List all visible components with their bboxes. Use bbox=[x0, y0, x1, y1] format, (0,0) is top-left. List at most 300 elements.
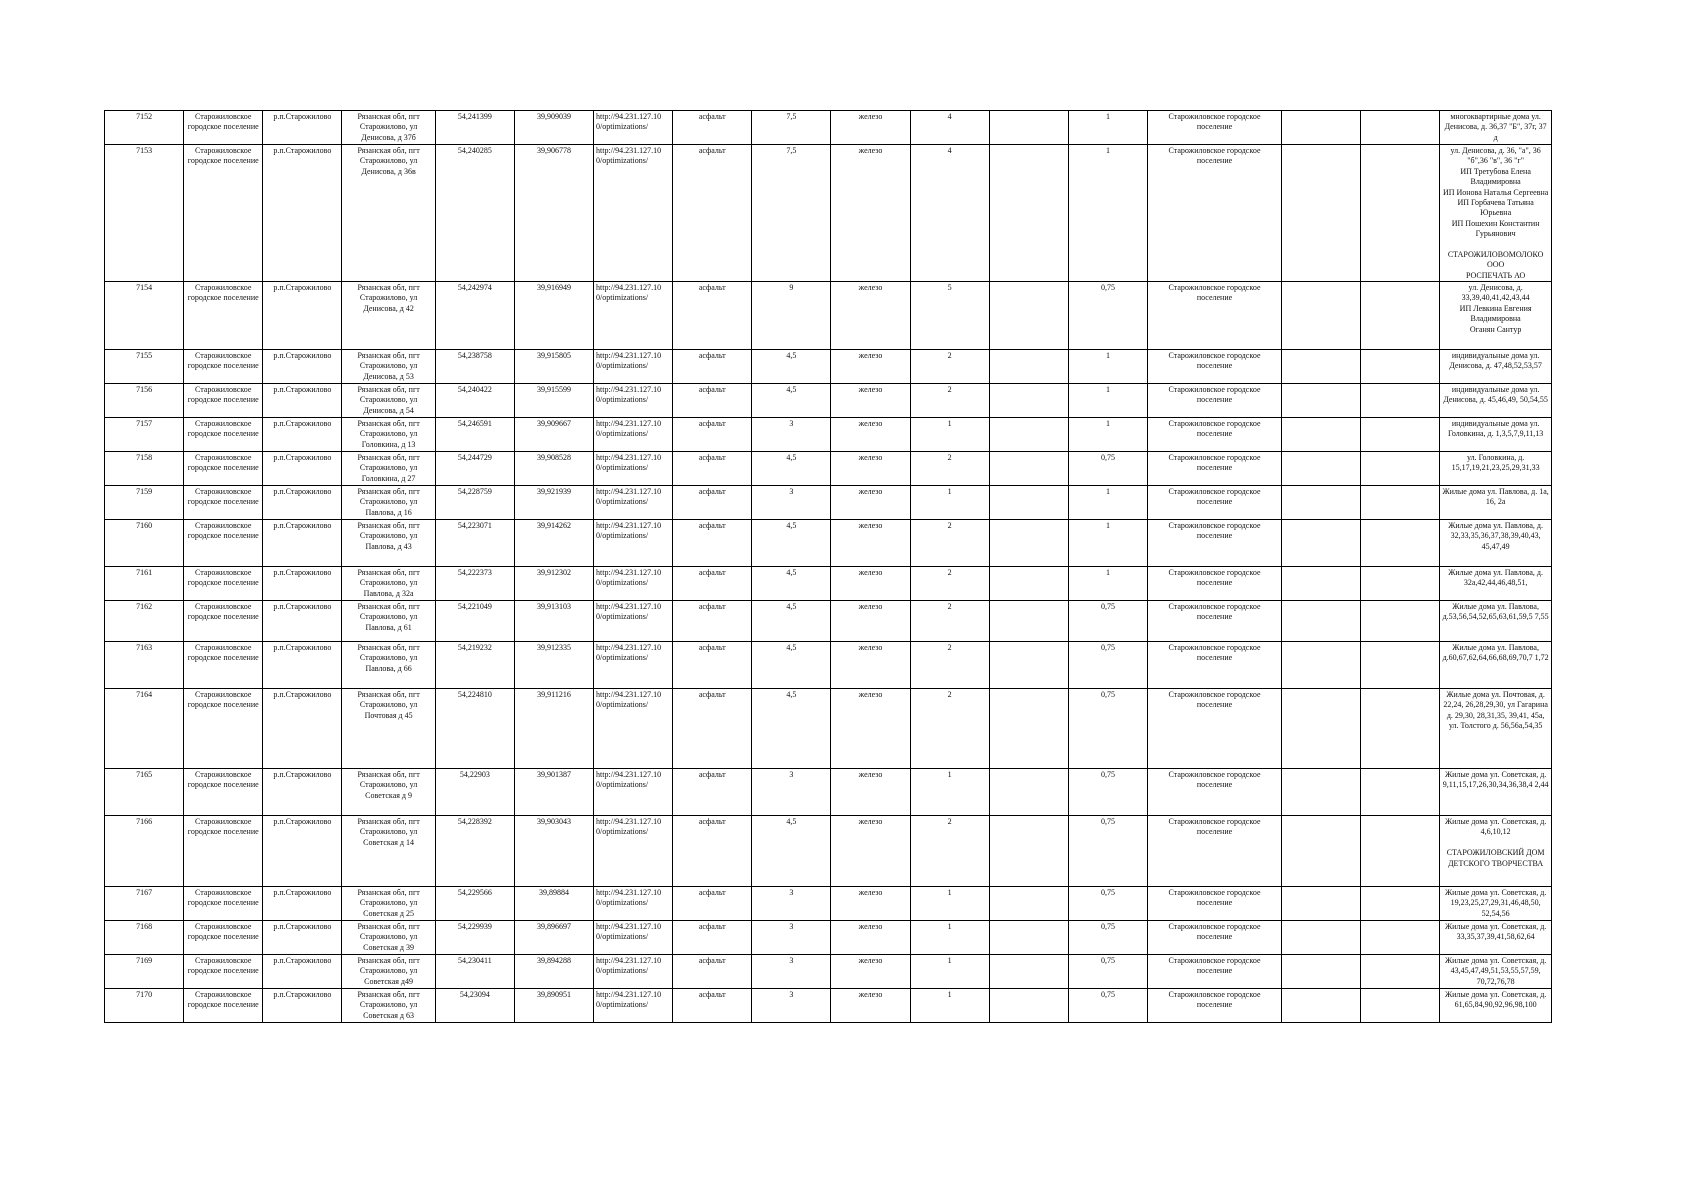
cell-lat: 54,228759 bbox=[435, 486, 514, 520]
cell-area: 9 bbox=[752, 282, 831, 350]
cell-col11 bbox=[989, 452, 1068, 486]
cell-surface: асфальт bbox=[673, 145, 752, 282]
cell-lat: 54,223071 bbox=[435, 520, 514, 567]
cell-lat: 54,219232 bbox=[435, 642, 514, 689]
cell-id: 7162 bbox=[105, 601, 184, 642]
table-row bbox=[105, 887, 1552, 921]
table-row bbox=[105, 520, 1552, 567]
cell-owner: Старожиловское городское поселение bbox=[1148, 689, 1282, 769]
cell-owner: Старожиловское городское поселение bbox=[1148, 989, 1282, 1023]
cell-lon: 39,906778 bbox=[514, 145, 593, 282]
cell-volume: 0,75 bbox=[1068, 601, 1147, 642]
cell-address: Рязанская обл, пгт Старожилово, ул Павлова, д 66 bbox=[342, 642, 435, 689]
cell-base: железо bbox=[831, 601, 910, 642]
cell-volume: 0,75 bbox=[1068, 689, 1147, 769]
cell-base: железо bbox=[831, 520, 910, 567]
cell-area: 3 bbox=[752, 769, 831, 816]
cell-containers: 2 bbox=[910, 601, 989, 642]
cell-containers: 1 bbox=[910, 486, 989, 520]
cell-col15 bbox=[1281, 384, 1360, 418]
waste-sites-table bbox=[104, 110, 1552, 1023]
cell-locality: р.п.Старожилово bbox=[263, 816, 342, 887]
cell-sources: Жилые дома ул. Советская, д. 33,35,37,39,41,58,62,64 bbox=[1440, 921, 1552, 955]
cell-settlement: Старожиловское городское поселение bbox=[184, 452, 263, 486]
cell-surface: асфальт bbox=[673, 769, 752, 816]
cell-settlement: Старожиловское городское поселение bbox=[184, 642, 263, 689]
cell-lon: 39,909667 bbox=[514, 418, 593, 452]
cell-lat: 54,22903 bbox=[435, 769, 514, 816]
cell-surface: асфальт bbox=[673, 921, 752, 955]
cell-lon: 39,890951 bbox=[514, 989, 593, 1023]
table-row bbox=[105, 452, 1552, 486]
cell-url: http://94.231.127.10 0/optimizations/ bbox=[594, 418, 673, 452]
cell-settlement: Старожиловское городское поселение bbox=[184, 567, 263, 601]
cell-address: Рязанская обл, пгт Старожилово, ул Головкина, д 13 bbox=[342, 418, 435, 452]
cell-lat: 54,238758 bbox=[435, 350, 514, 384]
cell-col11 bbox=[989, 567, 1068, 601]
cell-containers: 2 bbox=[910, 452, 989, 486]
cell-url: http://94.231.127.10 0/optimizations/ bbox=[594, 350, 673, 384]
table-row bbox=[105, 350, 1552, 384]
cell-settlement: Старожиловское городское поселение bbox=[184, 384, 263, 418]
cell-surface: асфальт bbox=[673, 816, 752, 887]
cell-area: 4,5 bbox=[752, 384, 831, 418]
cell-surface: асфальт bbox=[673, 486, 752, 520]
cell-id: 7169 bbox=[105, 955, 184, 989]
cell-base: железо bbox=[831, 769, 910, 816]
cell-surface: асфальт bbox=[673, 689, 752, 769]
cell-locality: р.п.Старожилово bbox=[263, 384, 342, 418]
cell-base: железо bbox=[831, 921, 910, 955]
cell-col15 bbox=[1281, 689, 1360, 769]
cell-base: железо bbox=[831, 567, 910, 601]
table-row bbox=[105, 418, 1552, 452]
cell-col11 bbox=[989, 921, 1068, 955]
table-row bbox=[105, 111, 1552, 145]
cell-locality: р.п.Старожилово bbox=[263, 689, 342, 769]
cell-lat: 54,230411 bbox=[435, 955, 514, 989]
cell-col11 bbox=[989, 769, 1068, 816]
cell-locality: р.п.Старожилово bbox=[263, 989, 342, 1023]
table-row bbox=[105, 282, 1552, 350]
cell-id: 7156 bbox=[105, 384, 184, 418]
cell-lat: 54,246591 bbox=[435, 418, 514, 452]
cell-address: Рязанская обл, пгт Старожилово, ул Почтовая д 45 bbox=[342, 689, 435, 769]
cell-address: Рязанская обл, пгт Старожилово, ул Советская д 39 bbox=[342, 921, 435, 955]
cell-col16 bbox=[1361, 145, 1440, 282]
cell-volume: 0,75 bbox=[1068, 452, 1147, 486]
cell-locality: р.п.Старожилово bbox=[263, 145, 342, 282]
cell-containers: 1 bbox=[910, 955, 989, 989]
cell-col11 bbox=[989, 384, 1068, 418]
cell-col15 bbox=[1281, 145, 1360, 282]
cell-col11 bbox=[989, 816, 1068, 887]
cell-base: железо bbox=[831, 452, 910, 486]
cell-area: 3 bbox=[752, 486, 831, 520]
cell-url: http://94.231.127.10 0/optimizations/ bbox=[594, 601, 673, 642]
cell-sources: Жилые дома ул. Советская, д. 9,11,15,17,26,30,34,36,38,4 2,44 bbox=[1440, 769, 1552, 816]
cell-locality: р.п.Старожилово bbox=[263, 887, 342, 921]
cell-id: 7154 bbox=[105, 282, 184, 350]
cell-surface: асфальт bbox=[673, 111, 752, 145]
cell-settlement: Старожиловское городское поселение bbox=[184, 282, 263, 350]
cell-volume: 0,75 bbox=[1068, 642, 1147, 689]
cell-lat: 54,228392 bbox=[435, 816, 514, 887]
cell-col15 bbox=[1281, 887, 1360, 921]
cell-lon: 39,909039 bbox=[514, 111, 593, 145]
cell-address: Рязанская обл, пгт Старожилово, ул Советская д 14 bbox=[342, 816, 435, 887]
cell-base: железо bbox=[831, 642, 910, 689]
cell-id: 7152 bbox=[105, 111, 184, 145]
cell-col11 bbox=[989, 642, 1068, 689]
cell-address: Рязанская обл, пгт Старожилово, ул Денисова, д 36в bbox=[342, 145, 435, 282]
cell-containers: 4 bbox=[910, 145, 989, 282]
cell-lat: 54,229939 bbox=[435, 921, 514, 955]
cell-col16 bbox=[1361, 769, 1440, 816]
table-row bbox=[105, 689, 1552, 769]
cell-locality: р.п.Старожилово bbox=[263, 567, 342, 601]
cell-surface: асфальт bbox=[673, 887, 752, 921]
cell-col15 bbox=[1281, 769, 1360, 816]
cell-locality: р.п.Старожилово bbox=[263, 486, 342, 520]
cell-col16 bbox=[1361, 111, 1440, 145]
cell-col16 bbox=[1361, 418, 1440, 452]
cell-surface: асфальт bbox=[673, 989, 752, 1023]
cell-sources: Жилые дома ул. Павлова, д. 32,33,35,36,37,38,39,40,43, 45,47,49 bbox=[1440, 520, 1552, 567]
cell-url: http://94.231.127.10 0/optimizations/ bbox=[594, 452, 673, 486]
cell-url: http://94.231.127.10 0/optimizations/ bbox=[594, 520, 673, 567]
cell-col16 bbox=[1361, 887, 1440, 921]
cell-settlement: Старожиловское городское поселение bbox=[184, 111, 263, 145]
cell-base: железо bbox=[831, 955, 910, 989]
cell-url: http://94.231.127.10 0/optimizations/ bbox=[594, 989, 673, 1023]
cell-id: 7160 bbox=[105, 520, 184, 567]
cell-owner: Старожиловское городское поселение bbox=[1148, 418, 1282, 452]
cell-address: Рязанская обл, пгт Старожилово, ул Павлова, д 43 bbox=[342, 520, 435, 567]
cell-col11 bbox=[989, 887, 1068, 921]
cell-lon: 39,908528 bbox=[514, 452, 593, 486]
cell-lat: 54,229566 bbox=[435, 887, 514, 921]
cell-lon: 39,89884 bbox=[514, 887, 593, 921]
cell-col16 bbox=[1361, 816, 1440, 887]
cell-col15 bbox=[1281, 350, 1360, 384]
cell-address: Рязанская обл, пгт Старожилово, ул Денисова, д 54 bbox=[342, 384, 435, 418]
cell-area: 4,5 bbox=[752, 689, 831, 769]
cell-settlement: Старожиловское городское поселение bbox=[184, 989, 263, 1023]
cell-base: железо bbox=[831, 384, 910, 418]
cell-volume: 1 bbox=[1068, 111, 1147, 145]
table-row bbox=[105, 642, 1552, 689]
cell-col11 bbox=[989, 601, 1068, 642]
cell-area: 4,5 bbox=[752, 452, 831, 486]
cell-base: железо bbox=[831, 887, 910, 921]
cell-id: 7166 bbox=[105, 816, 184, 887]
table-row bbox=[105, 384, 1552, 418]
cell-base: железо bbox=[831, 350, 910, 384]
cell-address: Рязанская обл, пгт Старожилово, ул Денисова, д 37б bbox=[342, 111, 435, 145]
cell-sources: Жилые дома ул. Павлова, д. 1а, 16, 2а bbox=[1440, 486, 1552, 520]
cell-locality: р.п.Старожилово bbox=[263, 282, 342, 350]
cell-lon: 39,916949 bbox=[514, 282, 593, 350]
cell-containers: 4 bbox=[910, 111, 989, 145]
cell-col11 bbox=[989, 145, 1068, 282]
cell-lat: 54,241399 bbox=[435, 111, 514, 145]
cell-url: http://94.231.127.10 0/optimizations/ bbox=[594, 111, 673, 145]
cell-id: 7167 bbox=[105, 887, 184, 921]
cell-containers: 2 bbox=[910, 350, 989, 384]
cell-url: http://94.231.127.10 0/optimizations/ bbox=[594, 921, 673, 955]
cell-locality: р.п.Старожилово bbox=[263, 955, 342, 989]
cell-volume: 1 bbox=[1068, 520, 1147, 567]
cell-surface: асфальт bbox=[673, 642, 752, 689]
cell-col15 bbox=[1281, 955, 1360, 989]
cell-lon: 39,915805 bbox=[514, 350, 593, 384]
cell-settlement: Старожиловское городское поселение bbox=[184, 816, 263, 887]
cell-settlement: Старожиловское городское поселение bbox=[184, 955, 263, 989]
cell-sources: Жилые дома ул. Павлова, д.53,56,54,52,65,63,61,59,5 7,55 bbox=[1440, 601, 1552, 642]
cell-id: 7161 bbox=[105, 567, 184, 601]
cell-surface: асфальт bbox=[673, 955, 752, 989]
cell-url: http://94.231.127.10 0/optimizations/ bbox=[594, 816, 673, 887]
cell-col16 bbox=[1361, 452, 1440, 486]
cell-settlement: Старожиловское городское поселение bbox=[184, 350, 263, 384]
table-row bbox=[105, 145, 1552, 282]
cell-locality: р.п.Старожилово bbox=[263, 350, 342, 384]
cell-base: железо bbox=[831, 418, 910, 452]
cell-locality: р.п.Старожилово bbox=[263, 921, 342, 955]
cell-col11 bbox=[989, 282, 1068, 350]
cell-owner: Старожиловское городское поселение bbox=[1148, 567, 1282, 601]
cell-owner: Старожиловское городское поселение bbox=[1148, 921, 1282, 955]
table-row bbox=[105, 567, 1552, 601]
cell-surface: асфальт bbox=[673, 452, 752, 486]
cell-surface: асфальт bbox=[673, 282, 752, 350]
cell-id: 7170 bbox=[105, 989, 184, 1023]
cell-volume: 1 bbox=[1068, 350, 1147, 384]
cell-lon: 39,911216 bbox=[514, 689, 593, 769]
cell-col15 bbox=[1281, 601, 1360, 642]
cell-address: Рязанская обл, пгт Старожилово, ул Павлова, д 16 bbox=[342, 486, 435, 520]
cell-area: 4,5 bbox=[752, 350, 831, 384]
cell-address: Рязанская обл, пгт Старожилово, ул Денисова, д 53 bbox=[342, 350, 435, 384]
cell-area: 7,5 bbox=[752, 145, 831, 282]
cell-volume: 0,75 bbox=[1068, 282, 1147, 350]
cell-owner: Старожиловское городское поселение bbox=[1148, 111, 1282, 145]
cell-owner: Старожиловское городское поселение bbox=[1148, 282, 1282, 350]
cell-lon: 39,903043 bbox=[514, 816, 593, 887]
cell-settlement: Старожиловское городское поселение bbox=[184, 520, 263, 567]
cell-url: http://94.231.127.10 0/optimizations/ bbox=[594, 145, 673, 282]
table-row bbox=[105, 601, 1552, 642]
cell-col16 bbox=[1361, 384, 1440, 418]
cell-owner: Старожиловское городское поселение bbox=[1148, 887, 1282, 921]
cell-volume: 1 bbox=[1068, 145, 1147, 282]
cell-url: http://94.231.127.10 0/optimizations/ bbox=[594, 384, 673, 418]
cell-col11 bbox=[989, 689, 1068, 769]
cell-address: Рязанская обл, пгт Старожилово, ул Советская д 25 bbox=[342, 887, 435, 921]
cell-col16 bbox=[1361, 486, 1440, 520]
cell-volume: 0,75 bbox=[1068, 769, 1147, 816]
cell-locality: р.п.Старожилово bbox=[263, 769, 342, 816]
cell-settlement: Старожиловское городское поселение bbox=[184, 418, 263, 452]
cell-surface: асфальт bbox=[673, 418, 752, 452]
cell-id: 7157 bbox=[105, 418, 184, 452]
cell-surface: асфальт bbox=[673, 384, 752, 418]
cell-containers: 2 bbox=[910, 520, 989, 567]
cell-lat: 54,244729 bbox=[435, 452, 514, 486]
cell-base: железо bbox=[831, 689, 910, 769]
cell-lon: 39,921939 bbox=[514, 486, 593, 520]
cell-containers: 1 bbox=[910, 989, 989, 1023]
cell-area: 4,5 bbox=[752, 601, 831, 642]
cell-sources: ул. Денисова, д. 33,39,40,41,42,43,44 ИП Левкина Евгения Владимировна Оганян Сантур bbox=[1440, 282, 1552, 350]
cell-locality: р.п.Старожилово bbox=[263, 520, 342, 567]
cell-locality: р.п.Старожилово bbox=[263, 601, 342, 642]
cell-url: http://94.231.127.10 0/optimizations/ bbox=[594, 282, 673, 350]
cell-lat: 54,23094 bbox=[435, 989, 514, 1023]
cell-owner: Старожиловское городское поселение bbox=[1148, 350, 1282, 384]
cell-col15 bbox=[1281, 520, 1360, 567]
cell-col15 bbox=[1281, 452, 1360, 486]
cell-volume: 0,75 bbox=[1068, 989, 1147, 1023]
cell-settlement: Старожиловское городское поселение bbox=[184, 601, 263, 642]
table-row bbox=[105, 921, 1552, 955]
cell-lon: 39,901387 bbox=[514, 769, 593, 816]
cell-col16 bbox=[1361, 955, 1440, 989]
cell-url: http://94.231.127.10 0/optimizations/ bbox=[594, 486, 673, 520]
cell-address: Рязанская обл, пгт Старожилово, ул Советская д 9 bbox=[342, 769, 435, 816]
cell-col16 bbox=[1361, 921, 1440, 955]
cell-lon: 39,896697 bbox=[514, 921, 593, 955]
table-row bbox=[105, 816, 1552, 887]
cell-lon: 39,912335 bbox=[514, 642, 593, 689]
cell-volume: 1 bbox=[1068, 384, 1147, 418]
cell-base: железо bbox=[831, 989, 910, 1023]
cell-lon: 39,915599 bbox=[514, 384, 593, 418]
cell-volume: 0,75 bbox=[1068, 816, 1147, 887]
cell-col11 bbox=[989, 989, 1068, 1023]
cell-col16 bbox=[1361, 282, 1440, 350]
cell-owner: Старожиловское городское поселение bbox=[1148, 486, 1282, 520]
cell-sources: Жилые дома ул. Советская, д. 4,6,10,12 СТАРОЖИЛОВСКИЙ ДОМ ДЕТСКОГО ТВОРЧЕСТВА bbox=[1440, 816, 1552, 887]
cell-locality: р.п.Старожилово bbox=[263, 452, 342, 486]
cell-sources: индивидуальные дома ул. Денисова, д. 47,48,52,53,57 bbox=[1440, 350, 1552, 384]
cell-col16 bbox=[1361, 601, 1440, 642]
cell-address: Рязанская обл, пгт Старожилово, ул Головкина, д 27 bbox=[342, 452, 435, 486]
cell-col15 bbox=[1281, 486, 1360, 520]
cell-settlement: Старожиловское городское поселение bbox=[184, 486, 263, 520]
cell-base: железо bbox=[831, 145, 910, 282]
cell-locality: р.п.Старожилово bbox=[263, 642, 342, 689]
cell-area: 4,5 bbox=[752, 567, 831, 601]
cell-containers: 2 bbox=[910, 816, 989, 887]
cell-volume: 1 bbox=[1068, 418, 1147, 452]
cell-lat: 54,222373 bbox=[435, 567, 514, 601]
cell-containers: 2 bbox=[910, 384, 989, 418]
cell-settlement: Старожиловское городское поселение bbox=[184, 145, 263, 282]
cell-id: 7159 bbox=[105, 486, 184, 520]
cell-base: железо bbox=[831, 111, 910, 145]
cell-sources: ул. Денисова, д. 36, "а", 36 "б",36 "в", 36 "г" ИП Третубова Елена Владимировна ИП Ионова Наталья Сергеевна ИП Горбачева Татьяна Юрьевна ИП Пошехин Константин Гурьянович СТАРОЖИЛОВОМОЛОКО ООО РОСПЕЧАТЬ АО bbox=[1440, 145, 1552, 282]
cell-col11 bbox=[989, 418, 1068, 452]
cell-col16 bbox=[1361, 689, 1440, 769]
cell-owner: Старожиловское городское поселение bbox=[1148, 955, 1282, 989]
cell-owner: Старожиловское городское поселение bbox=[1148, 384, 1282, 418]
cell-owner: Старожиловское городское поселение bbox=[1148, 816, 1282, 887]
cell-base: железо bbox=[831, 282, 910, 350]
cell-surface: асфальт bbox=[673, 350, 752, 384]
cell-url: http://94.231.127.10 0/optimizations/ bbox=[594, 887, 673, 921]
cell-area: 3 bbox=[752, 418, 831, 452]
cell-col16 bbox=[1361, 989, 1440, 1023]
cell-owner: Старожиловское городское поселение bbox=[1148, 601, 1282, 642]
cell-settlement: Старожиловское городское поселение bbox=[184, 921, 263, 955]
cell-area: 4,5 bbox=[752, 642, 831, 689]
cell-lat: 54,221049 bbox=[435, 601, 514, 642]
cell-col15 bbox=[1281, 989, 1360, 1023]
cell-area: 7,5 bbox=[752, 111, 831, 145]
cell-settlement: Старожиловское городское поселение bbox=[184, 769, 263, 816]
cell-surface: асфальт bbox=[673, 567, 752, 601]
cell-col15 bbox=[1281, 642, 1360, 689]
cell-volume: 0,75 bbox=[1068, 887, 1147, 921]
cell-volume: 1 bbox=[1068, 567, 1147, 601]
cell-id: 7158 bbox=[105, 452, 184, 486]
table-row bbox=[105, 486, 1552, 520]
cell-url: http://94.231.127.10 0/optimizations/ bbox=[594, 769, 673, 816]
cell-address: Рязанская обл, пгт Старожилово, ул Павлова, д 32а bbox=[342, 567, 435, 601]
cell-address: Рязанская обл, пгт Старожилово, ул Советская д 63 bbox=[342, 989, 435, 1023]
cell-col15 bbox=[1281, 816, 1360, 887]
cell-id: 7163 bbox=[105, 642, 184, 689]
cell-col11 bbox=[989, 486, 1068, 520]
cell-settlement: Старожиловское городское поселение bbox=[184, 689, 263, 769]
cell-id: 7165 bbox=[105, 769, 184, 816]
cell-sources: Жилые дома ул. Советская, д. 43,45,47,49,51,53,55,57,59, 70,72,76,78 bbox=[1440, 955, 1552, 989]
cell-containers: 2 bbox=[910, 567, 989, 601]
cell-owner: Старожиловское городское поселение bbox=[1148, 642, 1282, 689]
cell-containers: 1 bbox=[910, 769, 989, 816]
cell-col16 bbox=[1361, 350, 1440, 384]
cell-sources: Жилые дома ул. Павлова, д. 32а,42,44,46,48,51, bbox=[1440, 567, 1552, 601]
cell-col15 bbox=[1281, 921, 1360, 955]
cell-base: железо bbox=[831, 816, 910, 887]
cell-lon: 39,913103 bbox=[514, 601, 593, 642]
cell-surface: асфальт bbox=[673, 601, 752, 642]
table-row bbox=[105, 769, 1552, 816]
cell-col16 bbox=[1361, 567, 1440, 601]
cell-col16 bbox=[1361, 642, 1440, 689]
cell-volume: 0,75 bbox=[1068, 921, 1147, 955]
cell-lat: 54,240285 bbox=[435, 145, 514, 282]
cell-sources: Жилые дома ул. Павлова, д.60,67,62,64,66,68,69,70,7 1,72 bbox=[1440, 642, 1552, 689]
cell-area: 3 bbox=[752, 955, 831, 989]
cell-id: 7155 bbox=[105, 350, 184, 384]
cell-area: 3 bbox=[752, 887, 831, 921]
cell-id: 7164 bbox=[105, 689, 184, 769]
cell-url: http://94.231.127.10 0/optimizations/ bbox=[594, 642, 673, 689]
cell-address: Рязанская обл, пгт Старожилово, ул Павлова, д 61 bbox=[342, 601, 435, 642]
cell-owner: Старожиловское городское поселение bbox=[1148, 145, 1282, 282]
cell-sources: ул. Головкина, д. 15,17,19,21,23,25,29,31,33 bbox=[1440, 452, 1552, 486]
cell-volume: 1 bbox=[1068, 486, 1147, 520]
table-row bbox=[105, 955, 1552, 989]
cell-col11 bbox=[989, 520, 1068, 567]
cell-sources: Жилые дома ул. Почтовая, д. 22,24, 26,28,29,30, ул Гагарина д. 29,30, 28,31,35, 39,41, 45а, ул. Толстого д. 56,56а,54,35 bbox=[1440, 689, 1552, 769]
cell-owner: Старожиловское городское поселение bbox=[1148, 769, 1282, 816]
cell-col15 bbox=[1281, 111, 1360, 145]
cell-lon: 39,912302 bbox=[514, 567, 593, 601]
